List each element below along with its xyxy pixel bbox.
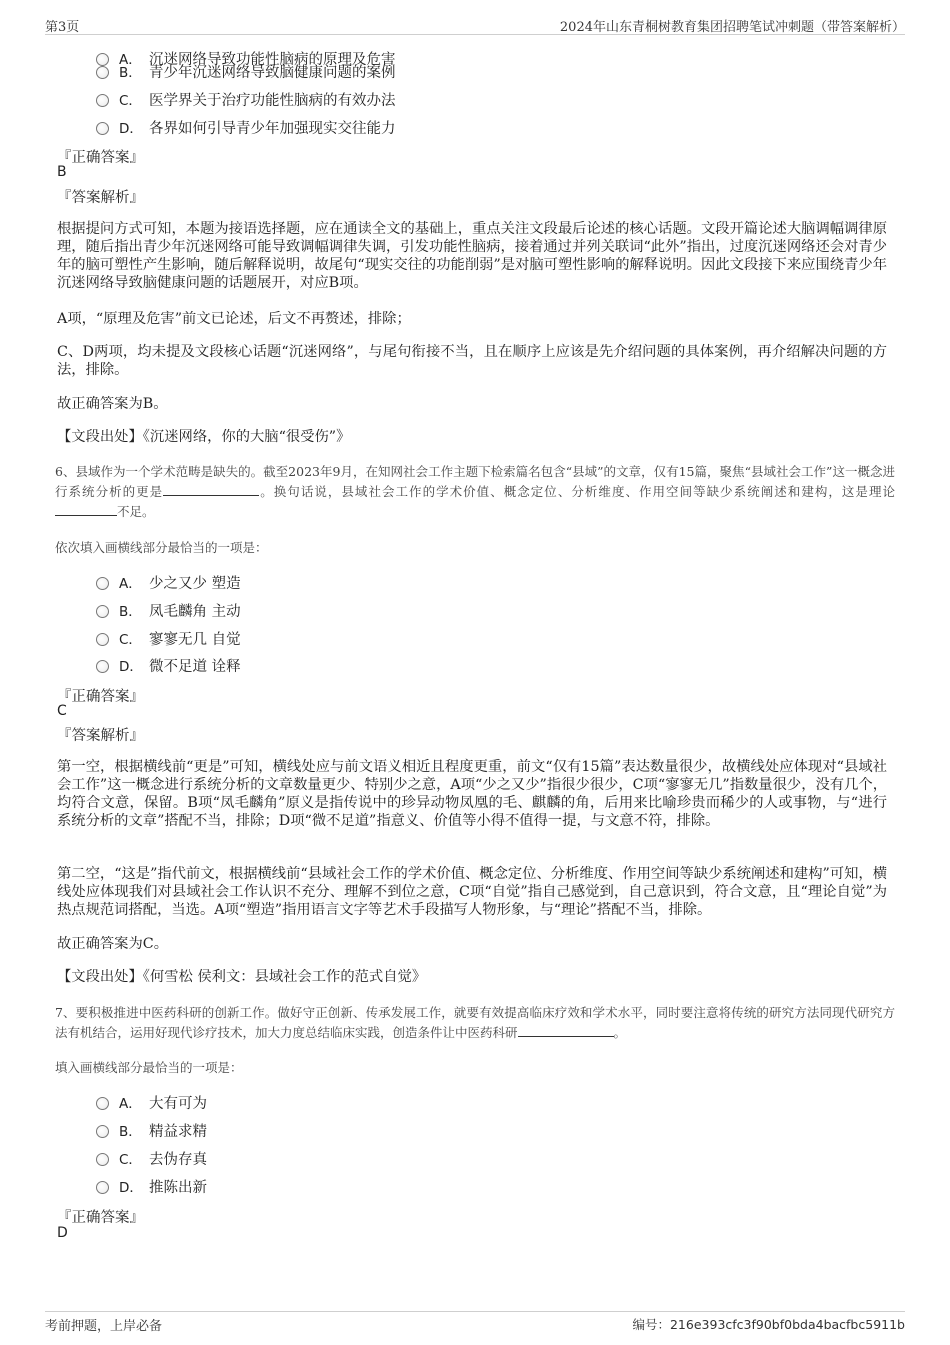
radio-icon[interactable] xyxy=(96,94,109,107)
blank-line xyxy=(55,503,117,516)
analysis-paragraph: A项，“原理及危害”前文已论述，后文不再赘述，排除； xyxy=(57,311,411,327)
question-instruction: 依次填入画横线部分最恰当的一项是： xyxy=(55,540,268,555)
page-number: 第3页 xyxy=(45,20,80,35)
radio-icon[interactable] xyxy=(96,1097,109,1110)
radio-icon[interactable] xyxy=(96,66,109,79)
option-a[interactable]: A． 大有可为 xyxy=(96,1092,207,1114)
analysis-paragraph: 第一空，根据横线前“更是”可知，横线处应与前文语义相近且程度更重，前文“仅有15篇”表达数量很少，故横线处应体现对“县域社会工作”这一概念进行系统分析的文章数量更少、特别少之意，A项“少之又少”指很少很少，C项“寥寥无几”指数量很少，没有几个，均符合文意，保留。B项“凤毛麟角”原义是指传说中的珍异动物凤凰的毛、麒麟的角，后用来比喻珍贵而稀少的人或事物，与“进行系统分析的文章”搭配不当，排除；D项“微不足道”指意义、价值等小得不值得一提，与文意不符，排除。 xyxy=(57,759,887,829)
question-stem: 7、要积极推进中医药科研的创新工作。做好守正创新、传承发展工作，就要有效提高临床疗效和学术水平，同时要注意将传统的研究方法同现代研究方法有机结合，运用好现代诊疗技术，加大力度总结临床实践，创造条件让中医药科研 。 xyxy=(55,1005,895,1040)
option-b[interactable]: B． 精益求精 xyxy=(96,1120,207,1142)
answer-label: 『正确答案』 xyxy=(57,689,144,705)
analysis-paragraph: 第二空，“这是”指代前文，根据横线前“县域社会工作的学术价值、概念定位、分析维度、作用空间等缺少系统阐述和建构”可知，横线处应体现我们对县域社会工作认识不充分、理解不到位之意，C项“自觉”指自己感觉到，自己意识到，符合文意，且“理论自觉”为热点规范词搭配，当选。A项“塑造”指用语言文字等艺术手段描写人物形象，与“理论”搭配不当，排除。 xyxy=(57,866,887,918)
analysis-paragraph: 故正确答案为C。 xyxy=(57,936,169,952)
option-a[interactable]: A． 少之又少 塑造 xyxy=(96,572,241,594)
radio-icon[interactable] xyxy=(96,1125,109,1138)
footer-slogan: 考前押题，上岸必备 xyxy=(45,1319,163,1334)
source-note: 【文段出处】《沉迷网络，你的大脑“很受伤”》 xyxy=(57,429,351,445)
document-title: 2024年山东青桐树教育集团招聘笔试冲刺题（带答案解析） xyxy=(559,20,905,35)
question-stem: 6、县域作为一个学术范畴是缺失的。截至2023年9月，在知网社会工作主题下检索篇名包含“县域”的文章，仅有15篇，聚焦“县域社会工作”这一概念进行系统分析的更是 。换句话说，县域社会工作的学术价值、概念定位、分析维度、作用空间等缺少系统阐述和建构，这是理论不足。 xyxy=(55,464,895,519)
radio-icon[interactable] xyxy=(96,122,109,135)
correct-answer: D xyxy=(57,1225,68,1241)
option-d[interactable]: D． 推陈出新 xyxy=(96,1176,207,1198)
analysis-paragraph: 故正确答案为B。 xyxy=(57,396,168,412)
option-d[interactable]: D． 各界如何引导青少年加强现实交往能力 xyxy=(96,117,396,139)
answer-label: 『正确答案』 xyxy=(57,150,144,166)
blank-line xyxy=(163,483,259,496)
source-note: 【文段出处】《何雪松 侯利文：县域社会工作的范式自觉》 xyxy=(57,969,427,985)
analysis-label: 『答案解析』 xyxy=(57,190,144,206)
option-a[interactable]: A． 沉迷网络导致功能性脑病的原理及危害 xyxy=(96,48,396,70)
option-c[interactable]: C． 去伪存真 xyxy=(96,1148,207,1170)
radio-icon[interactable] xyxy=(96,660,109,673)
option-c[interactable]: C． 医学界关于治疗功能性脑病的有效办法 xyxy=(96,89,396,111)
page-header xyxy=(45,14,905,35)
option-b[interactable]: B． 凤毛麟角 主动 xyxy=(96,600,241,622)
analysis-label: 『答案解析』 xyxy=(57,728,144,744)
correct-answer: B xyxy=(57,164,67,180)
page-footer xyxy=(45,1311,905,1334)
option-b[interactable]: B． 青少年沉迷网络导致脑健康问题的案例 xyxy=(96,61,396,83)
analysis-paragraph: C、D两项，均未提及文段核心话题“沉迷网络”，与尾句衔接不当，且在顺序上应该是先介绍问题的具体案例，再介绍解决问题的方法，排除。 xyxy=(57,344,887,378)
answer-label: 『正确答案』 xyxy=(57,1210,144,1226)
question-instruction: 填入画横线部分最恰当的一项是： xyxy=(55,1060,243,1075)
radio-icon[interactable] xyxy=(96,577,109,590)
radio-icon[interactable] xyxy=(96,1153,109,1166)
radio-icon[interactable] xyxy=(96,633,109,646)
blank-line xyxy=(518,1024,614,1037)
document-code: 编号：216e393cfc3f90bf0bda4bacfbc5911b xyxy=(632,1317,905,1332)
radio-icon[interactable] xyxy=(96,1181,109,1194)
option-d[interactable]: D． 微不足道 诠释 xyxy=(96,655,241,677)
radio-icon[interactable] xyxy=(96,605,109,618)
correct-answer: C xyxy=(57,703,67,719)
option-c[interactable]: C． 寥寥无几 自觉 xyxy=(96,628,241,650)
analysis-paragraph: 根据提问方式可知，本题为接语选择题，应在通读全文的基础上，重点关注文段最后论述的核心话题。文段开篇论述大脑调幅调律原理，随后指出青少年沉迷网络可能导致调幅调律失调，引发功能性脑病，接着通过并列关联词“此外”指出，过度沉迷网络还会对青少年的脑可塑性产生影响，随后解释说明，故尾句“现实交往的功能削弱”是对脑可塑性影响的解释说明。因此文段接下来应围绕青少年沉迷网络导致脑健康问题的话题展开，对应B项。 xyxy=(57,221,887,291)
